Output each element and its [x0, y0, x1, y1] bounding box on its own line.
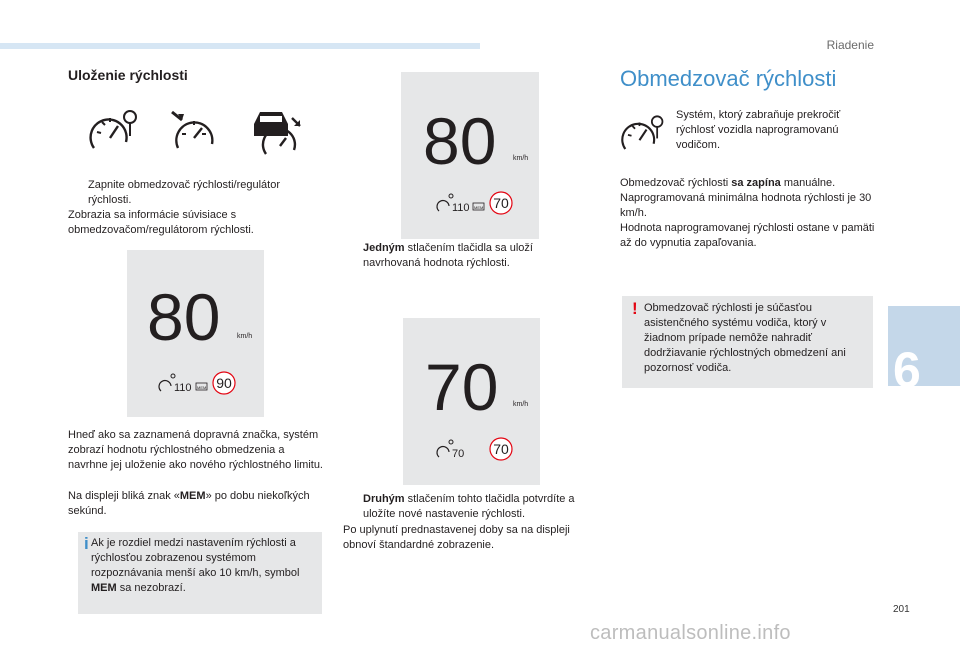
display-panel-70-70: [403, 318, 540, 485]
bullet-text: Zapnite obmedzovač rýchlosti/regulátor rýchlosti.: [88, 179, 280, 206]
svg-text:MEM: MEM: [474, 205, 484, 210]
paragraph-min-speed: Naprogramovaná minimálna hodnota rýchlosti je 30 km/h.: [620, 192, 872, 219]
bullet-second-press: Druhým stlačením tohto tlačidla potvrdíte a uložíte nové nastavenie rýchlosti.: [363, 493, 575, 520]
speed-limit-icon: [437, 440, 453, 457]
info-box-mem: i Ak je rozdiel medzi nastavením rýchlosti a rýchlosťou zobrazenou systémom rozpoznávania menší ako 10 km/h, symbol MEM sa nezobrazí.: [78, 532, 322, 614]
display-unit: km/h: [513, 401, 529, 408]
paragraph-memory: Hodnota naprogramovanej rýchlosti ostane v pamäti až do vypnutia zapaľovania.: [620, 222, 875, 249]
section-heading-save-speed: Uloženie rýchlosti: [68, 67, 188, 83]
paragraph-limiter-intro: Systém, ktorý zabraňuje prekročiť rýchlosť vozidla naprogramovanú vodičom.: [676, 109, 841, 151]
page-number: 201: [893, 604, 910, 615]
car-cruise-icon: [248, 108, 304, 165]
bullet-first-press: Jedným stlačením tlačidla sa uloží navrhovaná hodnota rýchlosti.: [363, 242, 533, 269]
speed-limit-icon: [437, 194, 453, 211]
paragraph-sign-detected: Hneď ako sa zaznamená dopravná značka, systém zobrazí hodnotu rýchlostného obmedzenia a navrhne jej uloženie ako nového rýchlostného limitu.: [68, 429, 323, 471]
chapter-number: 6: [893, 342, 921, 398]
display-unit: km/h: [513, 155, 529, 162]
display-speed: 70: [425, 350, 499, 424]
paragraph-info-displayed: Zobrazia sa informácie súvisiace s obmedzovačom/regulátorom rýchlosti.: [68, 209, 254, 236]
bullet-enable-limiter: [68, 178, 318, 208]
display-panel-80-70: [401, 72, 539, 239]
svg-text:MEM: MEM: [197, 385, 207, 390]
header-accent-bar: [0, 43, 480, 49]
display-suggested: 110: [452, 202, 470, 214]
paragraph-standard-display: Po uplynutí prednastavenej doby sa na displeji obnoví štandardné zobrazenie.: [343, 524, 570, 551]
mem-icon: [473, 203, 484, 210]
paragraph-mem-blinks: Na displeji bliká znak «MEM» po dobu niekoľkých sekúnd.: [68, 490, 310, 517]
speedometer-icon: [88, 108, 140, 159]
display-panel-80-90: [127, 250, 264, 417]
section-name: Riadenie: [826, 38, 874, 52]
speedometer-icon: [620, 112, 666, 161]
display-unit: km/h: [237, 333, 253, 340]
display-limit: 90: [216, 375, 232, 391]
display-suggested: 70: [452, 448, 465, 460]
mem-icon: [196, 383, 207, 390]
warning-box: ! Obmedzovač rýchlosti je súčasťou asistenčného systému vodiča, ktorý v žiadnom prípade nemôže nahradiť dodržiavanie rýchlostných obmedzení ani pozornosť vodiča.: [622, 296, 873, 388]
display-speed: 80: [147, 280, 221, 354]
display-limit: 70: [493, 441, 509, 457]
display-speed: 80: [423, 104, 497, 178]
speed-limit-icon: [159, 374, 175, 391]
display-suggested: 110: [174, 382, 192, 394]
paragraph-manual-enable: Obmedzovač rýchlosti sa zapína manuálne.: [620, 177, 836, 189]
display-limit: 70: [493, 195, 509, 211]
warning-icon: !: [632, 299, 638, 318]
info-icon: i: [84, 534, 89, 553]
cruise-control-icon: [170, 108, 222, 159]
watermark: carmanualsonline.info: [590, 622, 791, 644]
section-heading-speed-limiter: Obmedzovač rýchlosti: [620, 66, 837, 91]
